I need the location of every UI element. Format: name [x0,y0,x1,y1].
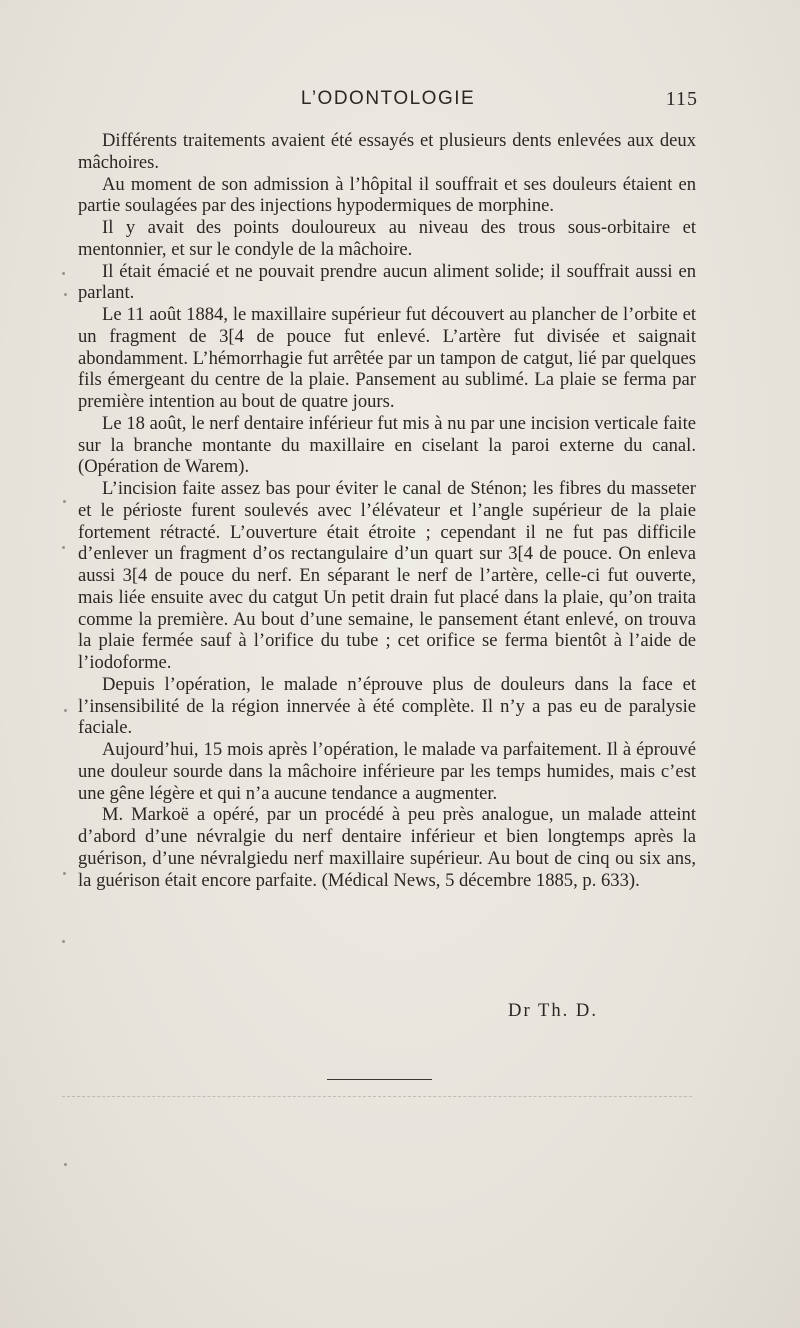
paragraph-8: Depuis l’opération, le malade n’éprouve plus de douleurs dans la face et l’insensibilité de la région innervée à été complète. Il n’y a pas eu de paralysie faciale. [78,673,696,739]
margin-speck [64,1163,67,1166]
paragraph-5: Le 11 août 1884, le maxillaire supérieur fut découvert au plancher de l’orbite et un fragment de 3[4 de pouce fut enlevé. L’artère fut divisée et saignait abondamment. L’hémorrhagie fut arrêtée par un tampon de catgut, lié par quelques fils émergeant du centre de la plaie. Pansement au sublimé. La plaie se ferma par première intention au bout de quatre jours. [78,304,696,412]
paragraph-10: M. Markoë a opéré, par un procédé à peu près analogue, un malade atteint d’abord d’une névralgie du nerf dentaire inférieur et bien longtemps après la guérison, d’une névralgiedu nerf maxillaire supérieur. Au bout de cinq ou six ans, la guérison était encore parfaite. (Médical News, 5 décembre 1885, p. 633). [78,804,696,891]
end-rule [327,1079,432,1080]
margin-speck [63,500,66,503]
margin-speck [62,940,65,943]
margin-speck [63,872,66,875]
faint-rule [62,1096,692,1097]
paragraph-9: Aujourd’hui, 15 mois après l’opération, le malade va parfaitement. Il à éprouvé une douleur sourde dans la mâchoire inférieure par les temps humides, mais c’est une gêne légère et qui n’a aucune tendance a augmenter. [78,739,696,804]
margin-speck [64,293,67,296]
running-title: L’ODONTOLOGIE [300,88,476,109]
author-signature: Dr Th. D. [508,1000,598,1021]
page-header [78,88,698,118]
article-body [78,130,696,891]
paragraph-1: Différents traitements avaient été essayés et plusieurs dents enlevées aux deux mâchoires. [78,130,696,173]
paragraph-4: Il était émacié et ne pouvait prendre aucun aliment solide; il souffrait aussi en parlant. [78,260,696,304]
page-number: 115 [665,88,698,110]
paragraph-6: Le 18 août, le nerf dentaire inférieur fut mis à nu par une incision verticale faite sur la branche montante du maxillaire en ciselant la paroi externe du canal. (Opération de Warem). [78,412,696,478]
margin-speck [64,709,67,712]
margin-speck [62,546,65,549]
margin-speck [62,272,65,275]
paragraph-2: Au moment de son admission à l’hôpital il souffrait et ses douleurs étaient en partie soulagées par des injections hypodermiques de morphine. [78,173,696,217]
paragraph-7: L’incision faite assez bas pour éviter le canal de Sténon; les fibres du masseter et le périoste furent soulevés avec l’élévateur et l’angle supérieur de la plaie fortement rétracté. L’ouverture était étroite ; cependant il ne fut pas difficile d’enlever un fragment d’os rectangulaire d’un quart sur 3[4 de pouce. On enleva aussi 3[4 de pouce du nerf. En séparant le nerf de l’artère, celle-ci fut ouverte, mais liée ensuite avec du catgut Un petit drain fut placé dans la plaie, qu’on traita comme la première. Au bout d’une semaine, le pansement étant enlevé, on trouva la plaie fermée sauf à l’orifice du tube ; cet orifice se ferma bientôt à l’aide de l’iodoforme. [78,478,696,673]
paragraph-3: Il y avait des points douloureux au niveau des trous sous-orbitaire et mentonnier, et sur le condyle de la mâchoire. [78,217,696,260]
